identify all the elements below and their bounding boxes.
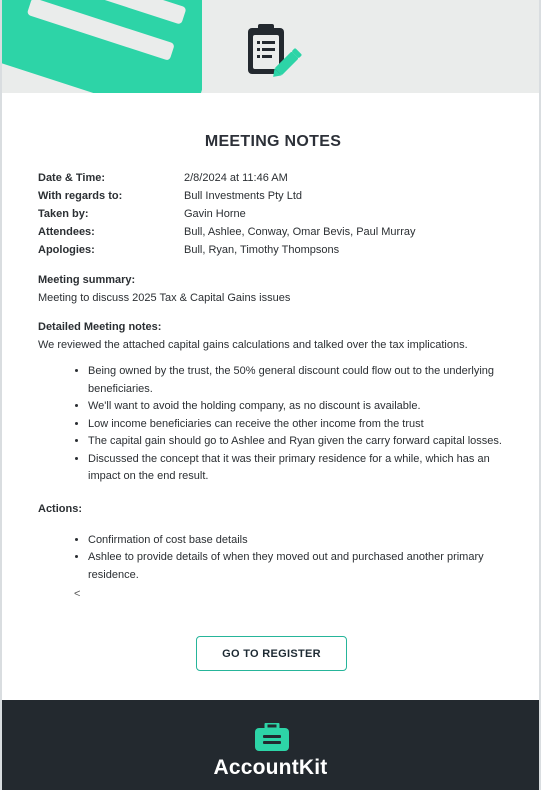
list-item: • Low income beneficiaries can receive the other income from the trust (88, 416, 508, 434)
detailed-notes-intro: We reviewed the attached capital gains calculations and talked over the tax implications. (38, 339, 468, 351)
brand-logo-text: AccountKit (213, 756, 328, 779)
actions-heading: Actions: (38, 502, 82, 515)
detail-row-taken-by (38, 205, 508, 223)
detail-value: Bull, Ryan, Timothy Thompsons (184, 244, 340, 256)
list-item: • Discussed the concept that it was their primary residence for a while, which has an impact on the end result. (88, 451, 508, 486)
detail-label: With regards to: (38, 190, 123, 202)
list-item: • Ashlee to provide details of when they moved out and purchased another primary residence. (88, 549, 508, 584)
clipboard-pen-icon (242, 22, 304, 78)
header-banner (2, 0, 539, 93)
detail-row-date (38, 169, 508, 187)
detailed-notes-list (38, 363, 508, 486)
detail-label: Attendees: (38, 226, 95, 238)
list-item: • Being owned by the trust, the 50% general discount could flow out to the underlying beneficiaries. (88, 363, 508, 398)
meeting-notes-content (38, 93, 508, 600)
stray-character: < (74, 588, 81, 600)
meeting-details (38, 169, 508, 259)
briefcase-icon (255, 723, 289, 751)
footer (2, 700, 539, 790)
detail-row-regards (38, 187, 508, 205)
detail-label: Taken by: (38, 208, 89, 220)
go-to-register-button[interactable]: GO TO REGISTER (196, 636, 347, 671)
detail-value: 2/8/2024 at 11:46 AM (184, 172, 288, 184)
summary-heading: Meeting summary: (38, 274, 136, 286)
detail-value: Bull Investments Pty Ltd (184, 190, 302, 202)
detail-label: Date & Time: (38, 172, 106, 184)
list-item: • Confirmation of cost base details (88, 532, 508, 550)
detailed-notes-heading: Detailed Meeting notes: (38, 321, 162, 333)
list-item: • We'll want to avoid the holding company, as no discount is available. (88, 398, 508, 416)
detail-row-attendees (38, 223, 508, 241)
actions-list (38, 532, 508, 585)
decorative-clipboard-graphic (2, 0, 202, 93)
detail-value: Gavin Horne (184, 208, 246, 220)
left-border (0, 0, 2, 790)
cta-container (196, 636, 347, 671)
detail-row-apologies (38, 241, 508, 259)
page-title: MEETING NOTES (204, 133, 342, 150)
detail-label: Apologies: (38, 244, 95, 256)
detail-value: Bull, Ashlee, Conway, Omar Bevis, Paul Murray (184, 226, 416, 238)
list-item: • The capital gain should go to Ashlee and Ryan given the carry forward capital losses. (88, 433, 508, 451)
summary-text: Meeting to discuss 2025 Tax & Capital Gains issues (38, 292, 291, 304)
